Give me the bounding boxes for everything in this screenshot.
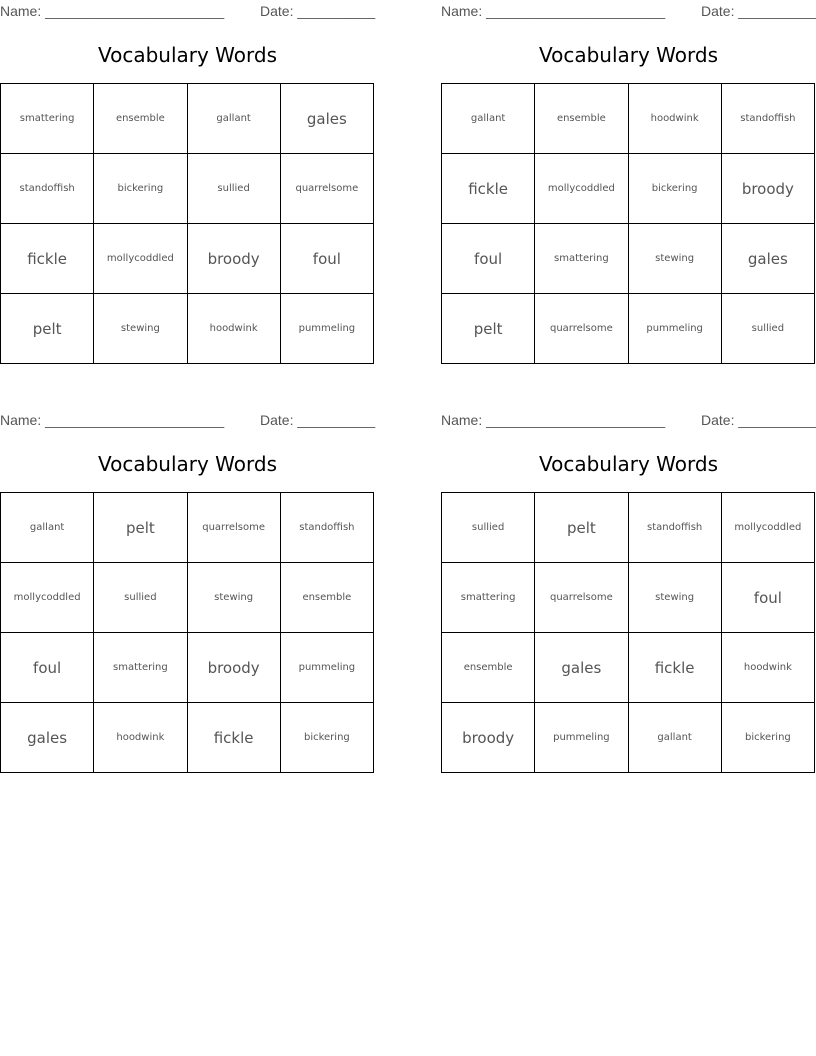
word-cell: pelt (94, 493, 187, 563)
grid-row (442, 563, 815, 633)
word-cell: bickering (628, 154, 721, 224)
card-title: Vocabulary Words (538, 43, 719, 67)
word-cell: pummeling (280, 294, 373, 364)
grid-row (442, 493, 815, 563)
word-cell: ensemble (535, 84, 628, 154)
grid-row (1, 154, 374, 224)
word-cell: gallant (1, 493, 94, 563)
bingo-card-1 (0, 0, 375, 365)
word-cell: stewing (187, 563, 280, 633)
word-grid (0, 83, 374, 364)
word-cell: quarrelsome (280, 154, 373, 224)
word-cell: fickle (187, 703, 280, 773)
word-cell: gales (280, 84, 373, 154)
word-cell: smattering (535, 224, 628, 294)
word-cell: standoffish (280, 493, 373, 563)
word-cell: hoodwink (628, 84, 721, 154)
word-cell: gallant (442, 84, 535, 154)
word-cell: ensemble (94, 84, 187, 154)
grid-row (1, 563, 374, 633)
grid-row (442, 154, 815, 224)
word-cell: broody (187, 633, 280, 703)
word-cell: broody (721, 154, 814, 224)
name-field-label: Name: _______________________ (0, 412, 225, 428)
word-cell: pummeling (535, 703, 628, 773)
word-cell: bickering (721, 703, 814, 773)
word-cell: smattering (94, 633, 187, 703)
date-field-label: Date: __________ (701, 3, 816, 19)
word-cell: pelt (442, 294, 535, 364)
grid-row (1, 294, 374, 364)
word-cell: hoodwink (187, 294, 280, 364)
grid-row (1, 224, 374, 294)
word-cell: hoodwink (94, 703, 187, 773)
word-cell: quarrelsome (187, 493, 280, 563)
word-cell: foul (721, 563, 814, 633)
word-cell: mollycoddled (94, 224, 187, 294)
word-cell: gales (721, 224, 814, 294)
word-cell: stewing (628, 224, 721, 294)
word-cell: smattering (442, 563, 535, 633)
word-cell: foul (442, 224, 535, 294)
name-field-label: Name: _______________________ (441, 412, 666, 428)
word-cell: pummeling (628, 294, 721, 364)
word-cell: pummeling (280, 633, 373, 703)
word-cell: broody (442, 703, 535, 773)
word-cell: bickering (94, 154, 187, 224)
word-grid (441, 83, 815, 364)
word-cell: sullied (94, 563, 187, 633)
word-cell: standoffish (721, 84, 814, 154)
bingo-card-4 (441, 409, 816, 774)
grid-row (1, 493, 374, 563)
word-cell: foul (280, 224, 373, 294)
grid-row (442, 84, 815, 154)
word-cell: bickering (280, 703, 373, 773)
word-cell: foul (1, 633, 94, 703)
word-cell: fickle (628, 633, 721, 703)
name-field-label: Name: _______________________ (441, 3, 666, 19)
word-cell: gales (535, 633, 628, 703)
word-cell: stewing (628, 563, 721, 633)
word-grid (441, 492, 815, 773)
word-grid (0, 492, 374, 773)
word-cell: sullied (442, 493, 535, 563)
grid-row (442, 633, 815, 703)
word-cell: ensemble (280, 563, 373, 633)
card-title: Vocabulary Words (538, 452, 719, 476)
word-cell: quarrelsome (535, 563, 628, 633)
card-title: Vocabulary Words (97, 452, 278, 476)
card-title: Vocabulary Words (97, 43, 278, 67)
word-cell: gallant (628, 703, 721, 773)
grid-row (1, 84, 374, 154)
word-cell: broody (187, 224, 280, 294)
bingo-card-3 (0, 409, 375, 774)
word-cell: standoffish (628, 493, 721, 563)
word-cell: fickle (1, 224, 94, 294)
word-cell: stewing (94, 294, 187, 364)
name-field-label: Name: _______________________ (0, 3, 225, 19)
word-cell: smattering (1, 84, 94, 154)
word-cell: mollycoddled (721, 493, 814, 563)
word-cell: mollycoddled (535, 154, 628, 224)
date-field-label: Date: __________ (260, 412, 376, 428)
word-cell: fickle (442, 154, 535, 224)
word-cell: sullied (187, 154, 280, 224)
word-cell: pelt (535, 493, 628, 563)
word-cell: sullied (721, 294, 814, 364)
date-field-label: Date: __________ (701, 412, 816, 428)
date-field-label: Date: __________ (260, 3, 376, 19)
word-cell: gales (1, 703, 94, 773)
word-cell: quarrelsome (535, 294, 628, 364)
word-cell: ensemble (442, 633, 535, 703)
grid-row (1, 703, 374, 773)
word-cell: standoffish (1, 154, 94, 224)
grid-row (442, 294, 815, 364)
word-cell: pelt (1, 294, 94, 364)
word-cell: mollycoddled (1, 563, 94, 633)
grid-row (442, 703, 815, 773)
word-cell: hoodwink (721, 633, 814, 703)
grid-row (1, 633, 374, 703)
bingo-card-2 (441, 0, 816, 365)
grid-row (442, 224, 815, 294)
word-cell: gallant (187, 84, 280, 154)
